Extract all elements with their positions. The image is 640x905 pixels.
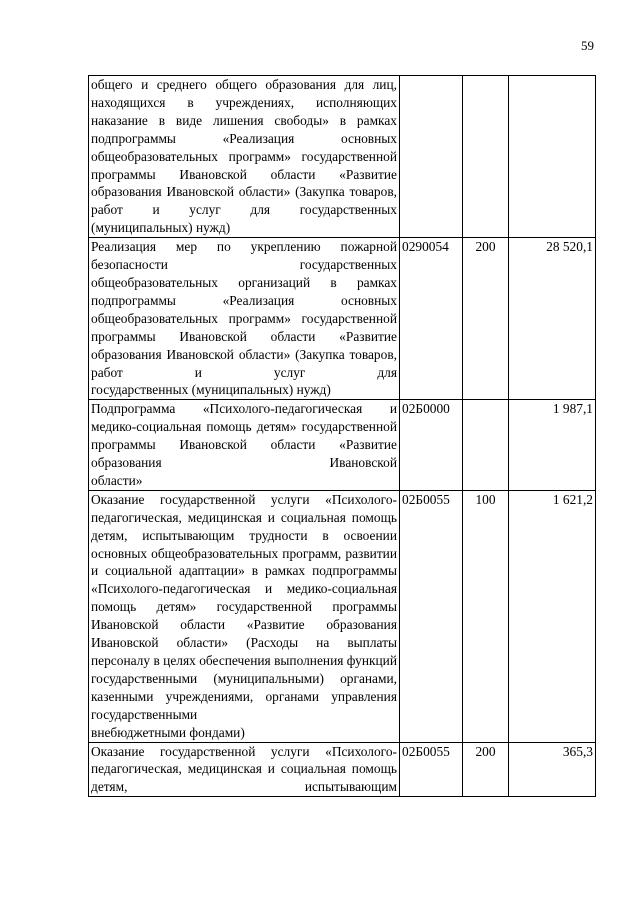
expense-name-line: органами управления государственными (91, 688, 397, 722)
table-row (89, 400, 596, 491)
amount-cell: 365,3 (509, 742, 596, 797)
expense-name-line-last: области» (91, 472, 143, 488)
expense-name-line: «Психолого-педагогическая, медицинская и (91, 491, 397, 525)
amount-cell (509, 76, 596, 238)
expense-name-line: социальной адаптации» в рамках (105, 563, 306, 579)
expense-name-line: «Психолого-педагогическая, медицинская и (91, 743, 397, 777)
expense-name-line: программ» государственной программы (91, 148, 397, 182)
expense-type-cell (463, 400, 509, 491)
expense-name-line: медико-социальная помощь детям» (91, 419, 297, 435)
expense-name-line: свободы» в рамках подпрограммы (91, 112, 397, 146)
expense-name-line: Ивановской области» (Закупка товаров, работ (91, 184, 397, 218)
table-row (89, 490, 596, 742)
expense-name-line: органами, казенными учреждениями, (91, 670, 397, 704)
expense-name-line: общего и среднего общего образования для (91, 77, 365, 92)
expense-name-line-last: государственных (муниципальных) нужд) (91, 382, 331, 398)
expense-name-cell (89, 742, 400, 797)
expense-name-cell (89, 400, 400, 491)
expense-name-line: области» (Закупка товаров, работ и услуг для (91, 346, 397, 380)
expense-name-line: общеобразовательных программ, развитии и (91, 545, 397, 579)
expense-name-line-last: (муниципальных) нужд) (91, 220, 231, 236)
target-article-cell (400, 76, 463, 238)
expense-name-line: Реализация мер по укреплению пожарной (91, 239, 397, 255)
expense-name-line: подпрограммы «Реализация основных (91, 292, 397, 308)
expense-name-line: «Реализация основных общеобразовательных (91, 130, 397, 164)
amount-cell: 1 621,2 (509, 490, 596, 742)
expense-name-cell (89, 76, 400, 238)
expense-name-line: области» (Расходы на выплаты персоналу в (91, 635, 397, 668)
expense-name-line: Оказание государственной услуги (91, 491, 310, 507)
expense-name-line: государственной программы Ивановской (91, 310, 397, 344)
expense-name-cell (89, 238, 400, 400)
table-row (89, 238, 596, 400)
expense-name-line: социальная помощь детям, испытывающим (91, 761, 397, 795)
target-article-cell: 0290054 (400, 238, 463, 400)
expense-name-line: медико-социальная помощь детям» (91, 581, 397, 615)
table-row (89, 742, 596, 797)
expense-type-cell: 200 (463, 238, 509, 400)
budget-table-body (89, 76, 596, 797)
target-article-cell: 02Б0055 (400, 742, 463, 797)
amount-cell: 1 987,1 (509, 400, 596, 491)
expense-name-line: подпрограммы «Психолого-педагогическая и (91, 563, 397, 597)
expense-type-cell: 100 (463, 490, 509, 742)
expense-name-line: государственной программы Ивановской (91, 419, 397, 453)
amount-cell: 28 520,1 (509, 238, 596, 400)
expense-name-line: общеобразовательных программ» (91, 310, 291, 326)
expense-name-line: безопасности государственных (91, 257, 397, 273)
expense-name-line: исполняющих наказание в виде лишения (91, 94, 397, 128)
expense-name-cell (89, 490, 400, 742)
expense-name-line: Оказание государственной услуги (91, 743, 310, 759)
expense-name-line: области «Развитие образования Ивановской (91, 617, 397, 651)
expense-name-line: целях обеспечения выполнения функций (163, 653, 397, 668)
table-row (89, 76, 596, 238)
expense-name-line: области «Развитие образования Ивановской (91, 437, 397, 471)
expense-type-cell (463, 76, 509, 238)
expense-name-line: социальная помощь детям, испытывающим (91, 509, 397, 543)
page-number: 59 (581, 38, 594, 53)
expense-name-line: Ивановской области «Развитие образования (91, 166, 397, 200)
expense-name-line: области «Развитие образования Ивановской (91, 328, 397, 362)
expense-name-line: лиц, находящихся в учреждениях, (91, 77, 397, 110)
target-article-cell: 02Б0000 (400, 400, 463, 491)
expense-name-line: и услуг для государственных (152, 202, 397, 218)
target-article-cell: 02Б0055 (400, 490, 463, 742)
budget-table (88, 75, 596, 797)
expense-name-line: общеобразовательных организаций в рамках (91, 274, 397, 290)
expense-name-line-last: внебюджетными фондами) (91, 724, 245, 740)
expense-name-line: государственной программы Ивановской (91, 599, 397, 633)
expense-name-line: трудности в освоении основных (91, 527, 397, 561)
expense-type-cell: 200 (463, 742, 509, 797)
expense-name-line: государственными (муниципальными) (91, 670, 324, 686)
expense-name-line: Подпрограмма «Психолого-педагогическая и (91, 401, 397, 417)
